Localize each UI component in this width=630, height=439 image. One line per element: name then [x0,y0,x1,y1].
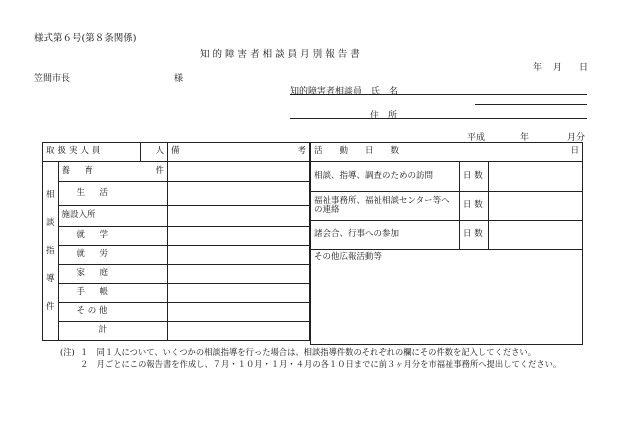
period-month: 月分 [567,133,586,143]
table-row [43,246,310,265]
table-row [43,265,310,284]
side-label-char: 談 [46,218,55,228]
row-label: 就 労 [58,246,167,265]
activity-label: 諸会合、行事への参加 [311,221,460,250]
activity-label: 相談、指導、調査のための訪問 [311,162,460,192]
row-remarks[interactable] [168,227,310,246]
table-row [311,192,583,221]
date-month: 月 [553,63,563,73]
header-activity-unit: 日 [570,146,579,157]
table-row [43,303,310,322]
activity-label: 福祉事務所、福祉相談センター等への連絡 [311,192,460,221]
date-day: 日 [579,63,589,73]
row-label: 施設入所 [58,206,167,227]
period-era: 平成 [467,133,486,143]
header-remarks [168,143,310,162]
side-label-char: 指 [46,246,55,256]
counselor-address-label: 住 所 [370,111,398,121]
side-label-char: 導 [46,274,55,284]
row-remarks[interactable] [168,182,310,206]
row-label: 計 [58,322,167,341]
addressee-name: 笠間市長 [34,74,71,84]
table-row [43,182,310,206]
row-label: 就 学 [58,227,167,246]
counselor-name-label: 知的障害者相談員 氏 名 [290,87,399,97]
table-row [43,227,310,246]
activity-count-label: 日 数 [460,162,489,192]
row-label: 家 庭 [58,265,167,284]
table-row [311,162,583,192]
right-table [310,142,583,345]
row-remarks[interactable] [168,246,310,265]
activity-count-value[interactable] [489,162,583,192]
addressee-honorific: 様 [174,74,184,84]
page-title: 知 的 障 害 者 相 談 員 月 別 報 告 書 [200,49,360,60]
row-label: そ の 他 [58,303,167,322]
header-cases: 取扱実人員 [43,143,141,162]
table-row [43,206,310,227]
date-year: 年 [533,63,543,73]
activity-count-value[interactable] [489,192,583,221]
left-table-header [43,143,310,162]
header-activity-label: 活 動 日 数 [314,146,400,157]
name-underline [290,94,587,95]
header-persons: 人 [141,143,168,162]
period-year: 年 [520,133,530,143]
activity-count-label: 日 数 [460,221,489,250]
note-2: ２ 月ごとにこの報告書を作成し、７月・１０月・１月・４月の各１０日までに前３ヶ月分を市福祉事務所へ提出してください。 [80,359,562,369]
note-1: １ 同１人について、いくつかの相談指導を行った場合は、相談指導件数のそれぞれの欄にその件数を記入してください。 [80,347,537,357]
table-row [311,221,583,250]
right-table-header [311,143,583,162]
row-unit: 件 [141,162,168,182]
left-table [42,142,310,341]
row-remarks[interactable] [168,162,310,182]
table-row [311,250,583,345]
row-label: 手 帳 [58,284,167,303]
header-remarks-b: 考 [297,146,306,157]
row-remarks[interactable] [168,265,310,284]
other-activities[interactable]: その他広報活動等 [311,250,583,345]
activity-count-label: 日 数 [460,192,489,221]
header-activity [311,143,583,162]
form-id: 様式第６号(第８条関係) [34,33,137,44]
table-row [43,284,310,303]
notes-prefix: (注) [60,347,75,357]
header-remarks-a: 備 [171,146,180,157]
row-remarks[interactable] [168,284,310,303]
row-remarks[interactable] [168,206,310,227]
side-label [43,162,59,341]
row-remarks[interactable] [168,322,310,341]
extra-underline [475,104,587,105]
row-label: 生 活 [58,182,167,206]
side-label-char: 相 [46,190,55,200]
row-remarks[interactable] [168,303,310,322]
table-row [43,322,310,341]
side-label-char: 件 [46,302,55,312]
activity-count-value[interactable] [489,221,583,250]
row-label: 養 育 [58,162,140,182]
address-underline [290,118,587,119]
table-row [43,162,310,182]
